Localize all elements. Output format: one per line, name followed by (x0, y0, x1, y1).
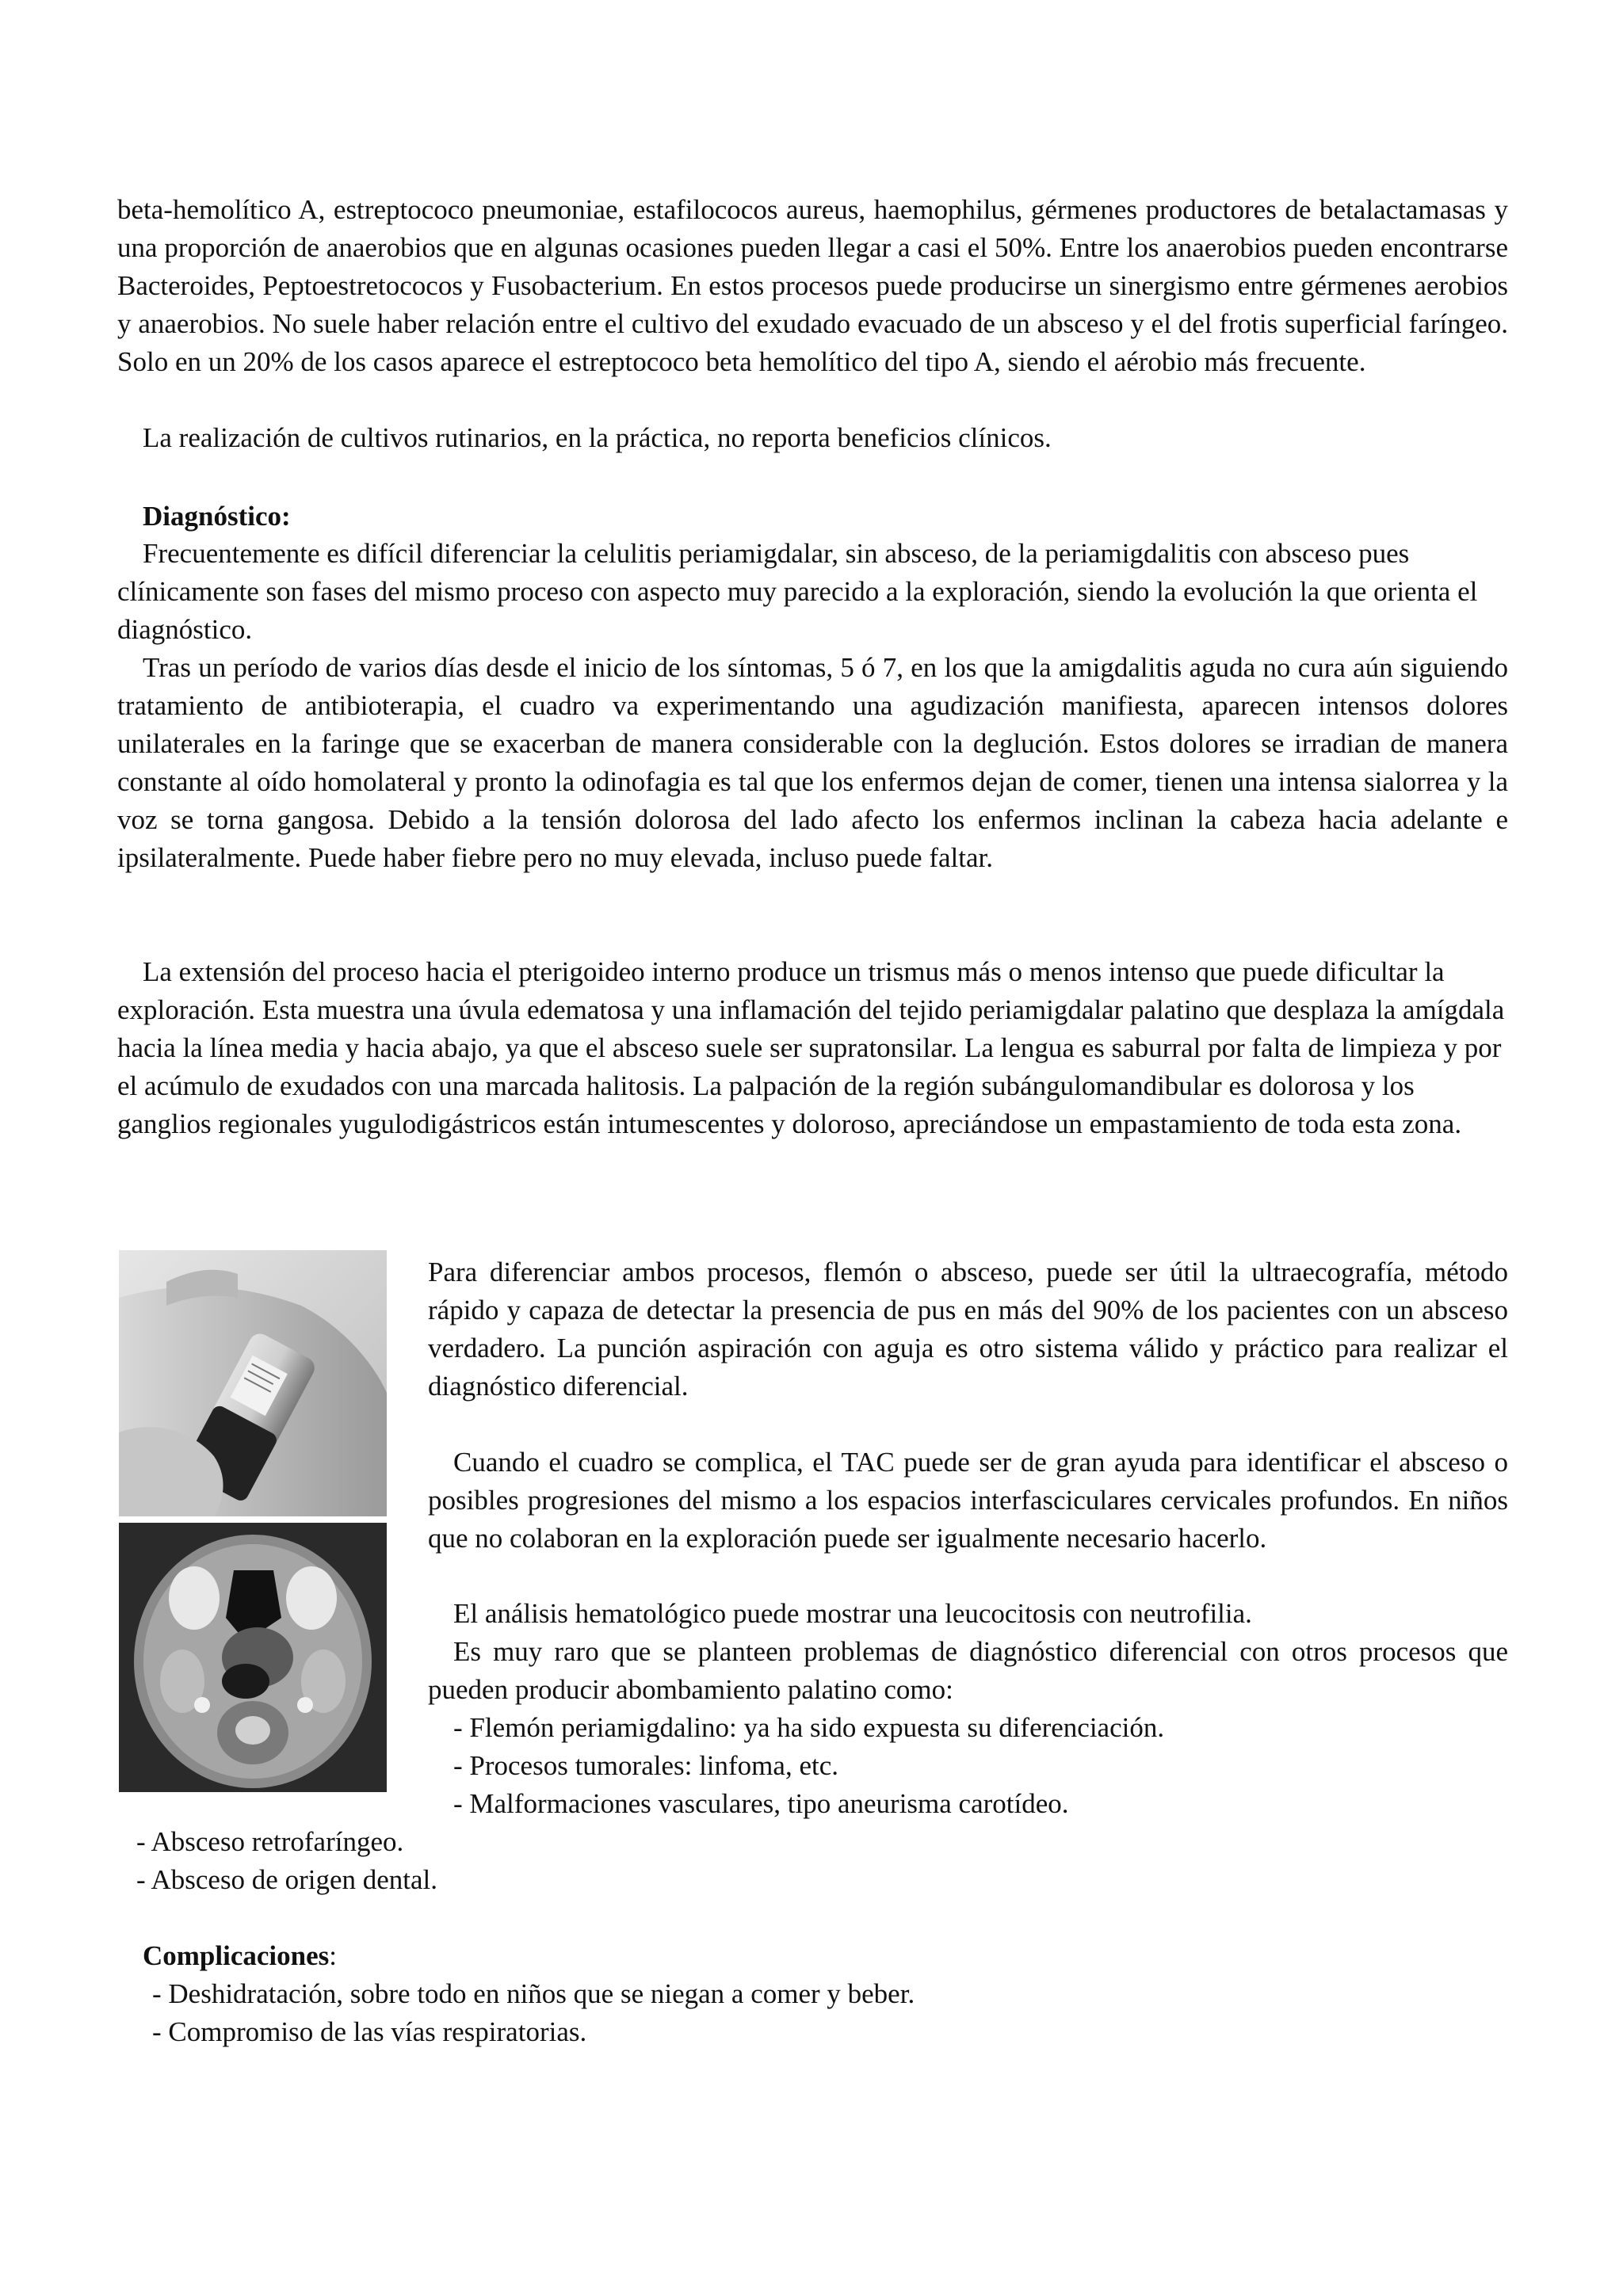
complicaciones-item-1: - Deshidratación, sobre todo en niños que se niegan a comer y beber. (152, 1978, 915, 2009)
diferencial-item-3: - Malformaciones vasculares, tipo aneurisma carotídeo. (453, 1788, 1069, 1819)
ct-scan-image (119, 1523, 387, 1792)
diferencial-paragraph-2: Cuando el cuadro se complica, el TAC puede ser de gran ayuda para identificar el absceso o posibles progresiones del mismo a los espacios interfasciculares cervicales profundos. En niños que no colaboran en la exploración puede ser igualmente necesario hacerlo. (428, 1447, 1508, 1554)
diferencial-paragraph-3: El análisis hematológico puede mostrar una leucocitosis con neutrofilia. (453, 1598, 1252, 1629)
diagnostico-paragraph-1: Frecuentemente es difícil diferenciar la celulitis periamigdalar, sin absceso, de la periamigdalitis con absceso pues clínicamente son fases del mismo proceso con aspecto muy parecido a la exploración, siendo la evolución la que orienta el diagnóstico. (117, 538, 1478, 645)
complicaciones-heading-line (143, 1937, 777, 1975)
diferencial-paragraph-4: Es muy raro que se planteen problemas de diagnóstico diferencial con otros procesos que pueden producir abombamiento palatino como: (428, 1636, 1508, 1705)
diferencial-item-4: - Absceso retrofaríngeo. (136, 1826, 404, 1857)
diagnostico-heading: Diagnóstico: (143, 501, 291, 532)
diferencial-paragraph-1: Para diferenciar ambos procesos, flemón o absceso, puede ser útil la ultraecografía, método rápido y capaza de detectar la presencia de pus en más del 90% de los pacientes con un absceso verdadero. La punción aspiración con aguja es otro sistema válido y práctico para realizar el diagnóstico diferencial. (428, 1257, 1508, 1402)
diferencial-item-2: - Procesos tumorales: linfoma, etc. (453, 1750, 838, 1781)
complicaciones-heading: Complicaciones (143, 1940, 330, 1971)
complicaciones-item-2: - Compromiso de las vías respiratorias. (152, 2016, 587, 2047)
diagnostico-paragraph-2: Tras un período de varios días desde el inicio de los síntomas, 5 ó 7, en los que la amigdalitis aguda no cura aún siguiendo tratamiento de antibioterapia, el cuadro va experimentando una agudización manifiesta, aparecen intensos dolores unilaterales en la faringe que se exacerban de manera considerable con la deglución. Estos dolores se irradian de manera constante al oído homolateral y pronto la odinofagia es tal que los enfermos dejan de comer, tienen una intensa sialorrea y la voz se torna gangosa. Debido a la tensión dolorosa del lado afecto los enfermos inclinan la cabeza hacia adelante e ipsilateralmente. Puede haber fiebre pero no muy elevada, incluso puede faltar. (117, 652, 1508, 873)
complicaciones-colon: : (329, 1940, 337, 1971)
intro-paragraph: beta-hemolítico A, estreptococo pneumoniae, estafilococos aureus, haemophilus, gérmenes productores de betalactamasas y una proporción de anaerobios que en algunas ocasiones pueden llegar a casi el 50%. Entre los anaerobios pueden encontrarse Bacteroides, Peptoestretococos y Fusobacterium. En estos procesos puede producirse un sinergismo entre gérmenes aerobios y anaerobios. No suele haber relación entre el cultivo del exudado evacuado de un absceso y el del frotis superficial faríngeo. Solo en un 20% de los casos aparece el estreptococo beta hemolítico del tipo A, siendo el aérobio más frecuente. (117, 194, 1508, 377)
diferencial-item-5: - Absceso de origen dental. (136, 1864, 438, 1895)
ultrasound-photo (119, 1250, 387, 1516)
cultures-paragraph: La realización de cultivos rutinarios, en la práctica, no reporta beneficios clínicos. (143, 422, 1052, 453)
diferencial-item-1: - Flemón periamigdalino: ya ha sido expuesta su diferenciación. (453, 1712, 1165, 1743)
diagnostico-paragraph-3: La extensión del proceso hacia el pterigoideo interno produce un trismus más o menos intenso que puede dificultar la exploración. Esta muestra una úvula edematosa y una inflamación del tejido periamigdalar palatino que desplaza la amígdala hacia la línea media y hacia abajo, ya que el absceso suele ser supratonsilar. La lengua es saburral por falta de limpieza y por el acúmulo de exudados con una marcada halitosis. La palpación de la región subángulomandibular es dolorosa y los ganglios regionales yugulodigástricos están intumescentes y doloroso, apreciándose un empastamiento de toda esta zona. (117, 956, 1505, 1139)
